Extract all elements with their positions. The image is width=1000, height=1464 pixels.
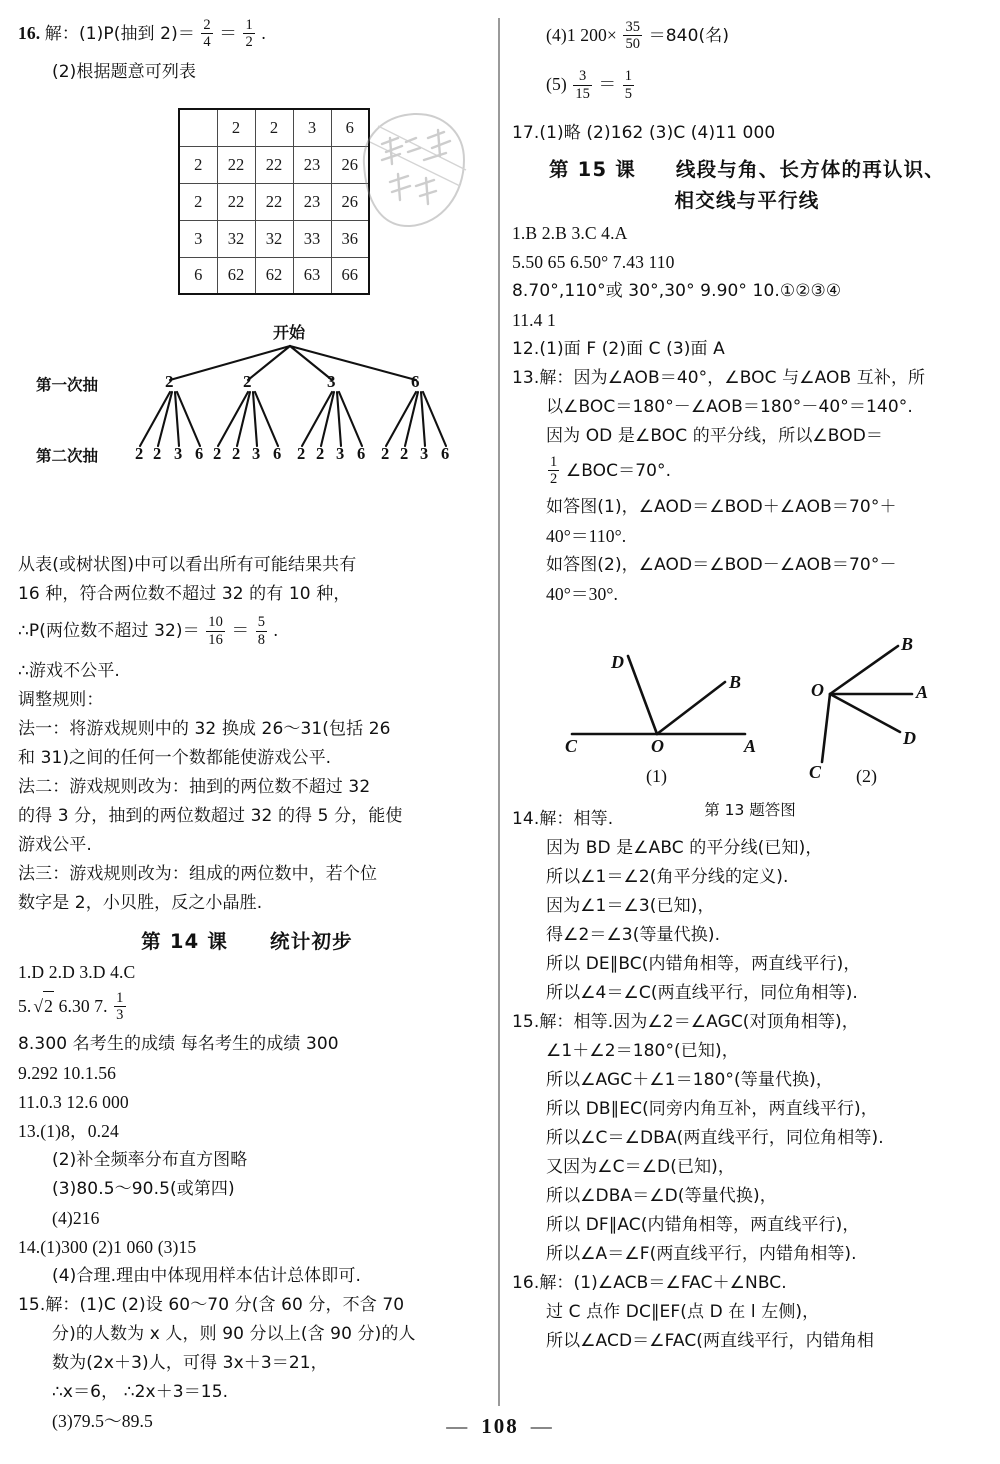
l15-q15-line: 15.解：相等.因为∠2＝∠AGC(对顶角相等)，: [512, 1012, 859, 1033]
table-cell: 23: [293, 183, 331, 220]
problem-13-figure-caption: 第 13 题答图: [704, 801, 796, 819]
page-number: 108: [481, 1414, 519, 1438]
table-row: [179, 220, 369, 257]
l15-q14-line: 所以 DE∥BC(内错角相等，两直线平行)，: [546, 954, 861, 975]
l15-q15-line: 又因为∠C＝∠D(已知)，: [546, 1157, 736, 1178]
tree-root-label: 开始: [273, 323, 306, 342]
table-row: [179, 109, 369, 146]
tree-leaf: 6: [273, 444, 282, 463]
tree-level1-node: 6: [411, 372, 420, 391]
l15-q13-line: 13.解：因为∠AOB＝40°，∠BOC 与∠AOB 互补，所: [512, 367, 926, 388]
table-cell: 32: [255, 220, 293, 257]
problem-16-number: 16.: [18, 22, 41, 43]
table-cell: 22: [255, 146, 293, 183]
tree-leaf: 6: [441, 444, 450, 463]
fig2-label-O: O: [811, 680, 824, 700]
fraction-1-2: $\frac{1}{2}$: [245, 17, 253, 51]
column-divider: [498, 18, 500, 1406]
l15-q14-line: 14.解：相等.: [512, 809, 614, 830]
l14-q15-line: 数为(2x＋3)人，可得 3x＋3＝21，: [52, 1352, 328, 1373]
conclusion-unfair: ∴游戏不公平.: [18, 660, 120, 681]
outcomes-table: [178, 108, 370, 295]
table-cell: 6: [331, 109, 369, 146]
part4-prefix: (4)1 200×: [546, 24, 617, 45]
fraction-1-3: $\frac{1}{3}$: [116, 990, 124, 1024]
fig2-label-B: B: [901, 634, 914, 654]
table-cell: [179, 109, 217, 146]
outcomes-table-wrapper: [178, 108, 370, 295]
fig1-label-C: C: [565, 736, 578, 756]
l14-q13-line: 13.(1)8，0.24: [18, 1120, 119, 1141]
sqrt-icon: √2: [31, 991, 54, 1021]
tree-level1-node: 2: [243, 372, 252, 391]
fig1-label-O: O: [651, 736, 664, 756]
l14-q15-line: 15.解：(1)C (2)设 60～70 分(含 60 分，不含 70: [18, 1294, 405, 1315]
table-cell: 62: [255, 257, 293, 294]
equals-sign-2: ＝: [231, 620, 250, 641]
method-line: 和 31)之间的任何一个数都能使游戏公平.: [18, 747, 332, 768]
fraction-10-16: $\frac{10}{16}$: [208, 614, 223, 648]
method-line: 法三：游戏规则改为：组成的两位数中，若个位: [18, 863, 378, 884]
tree-leaf: 3: [252, 444, 261, 463]
continued-part-4: [512, 20, 982, 53]
tree-leaf: 6: [195, 444, 204, 463]
fig1-label-D: D: [611, 652, 624, 672]
tree-leaf: 3: [174, 444, 183, 463]
q6-q7-label: 6.30 7.: [58, 995, 108, 1016]
fig2-caption: (2): [856, 766, 877, 786]
table-cell: 22: [217, 146, 255, 183]
tree-leaf: 6: [357, 444, 366, 463]
l14-answer-row-1: 1.D 2.D 3.D 4.C: [18, 961, 136, 982]
l14-q15-line: 分)的人数为 x 人，则 90 分以上(含 90 分)的人: [52, 1323, 416, 1344]
lesson-14-prefix: 第 14 课: [141, 929, 229, 953]
tree-explanation-line-1: 从表(或树状图)中可以看出所有可能结果共有: [18, 555, 357, 576]
method-line: 的得 3 分，抽到的两位数超过 32 的得 5 分，能使: [18, 805, 403, 826]
l15-answer-row-4: 11.4 1: [512, 309, 556, 330]
problem-13-figures: [520, 632, 980, 817]
l15-q14-line: 因为∠1＝∠3(已知)，: [546, 896, 715, 917]
l15-answer-row-3: 8.70°,110°或 30°,30° 9.90° 10.①②③④: [512, 280, 842, 301]
l15-q16-line: 过 C 点作 DC∥EF(点 D 在 l 左侧)，: [546, 1302, 820, 1323]
l15-q15-line: 所以 DF∥AC(内错角相等，两直线平行)，: [546, 1215, 860, 1236]
l15-q13-line: 40°＝30°.: [546, 584, 619, 605]
lesson-15-heading: [512, 154, 982, 216]
fig1-label-A: A: [744, 736, 757, 756]
l15-q13-line: 因为 OD 是∠BOC 的平分线，所以∠BOD＝: [546, 425, 884, 446]
l14-q13-line: (3)80.5～90.5(或第四): [52, 1178, 235, 1199]
lesson-14-heading: [18, 926, 476, 954]
l15-q14-line: 所以∠4＝∠C(两直线平行，同位角相等).: [546, 983, 858, 1004]
footer-dash-left: —: [446, 1414, 470, 1438]
l15-q14-line: 因为 BD 是∠ABC 的平分线(已知)，: [546, 838, 823, 859]
method-line: 法二：游戏规则改为：抽到的两位数不超过 32: [18, 776, 371, 797]
fraction-5-8: $\frac{5}{8}$: [257, 614, 266, 648]
table-cell: 2: [179, 146, 217, 183]
l15-q15-line: 所以 DB∥EC(同旁内角互补，两直线平行)，: [546, 1099, 878, 1120]
fraction-3-15: $\frac{3}{15}$: [575, 68, 591, 102]
l15-q13-line: 40°＝110°.: [546, 526, 627, 547]
problem-16-heading: [18, 18, 476, 51]
tree-leaf: 2: [316, 444, 325, 463]
l14-q14-line: (4)合理.理由中体现用样本估计总体即可.: [52, 1265, 361, 1286]
tree-leaf: 2: [381, 444, 390, 463]
tree-row-label-second-draw: 第二次抽: [36, 447, 99, 465]
tree-leaf: 2: [297, 444, 306, 463]
part5-prefix: (5): [546, 74, 567, 95]
footer-dash-right: —: [530, 1414, 554, 1438]
q5-label: 5.: [18, 995, 32, 1016]
method-line: 法一：将游戏规则中的 32 换成 26～31(包括 26: [18, 718, 391, 739]
l14-q14-line: 14.(1)300 (2)1 060 (3)15: [18, 1236, 197, 1257]
tree-leaf: 2: [213, 444, 222, 463]
l15-q13-line: 如答图(1)，∠AOD＝∠BOD＋∠AOB＝70°＋: [546, 497, 897, 518]
l15-q15-line: 所以∠C＝∠DBA(两直线平行，同位角相等).: [546, 1128, 884, 1149]
table-cell: 66: [331, 257, 369, 294]
adjust-rules-heading: 调整规则：: [18, 689, 104, 710]
table-cell: 22: [217, 183, 255, 220]
table-cell: 3: [179, 220, 217, 257]
l15-q15-line: 所以∠A＝∠F(两直线平行，内错角相等).: [546, 1244, 857, 1265]
problem-17-answers: 17.(1)略 (2)162 (3)C (4)11 000: [512, 122, 776, 143]
table-row: [179, 257, 369, 294]
equals-sign: ＝: [219, 22, 237, 43]
table-cell: 22: [255, 183, 293, 220]
fig2-label-D: D: [903, 728, 916, 748]
table-cell: 2: [217, 109, 255, 146]
table-cell: 33: [293, 220, 331, 257]
tree-level1-node: 3: [327, 372, 336, 391]
table-cell: 3: [293, 109, 331, 146]
table-cell: 2: [179, 183, 217, 220]
fig1-caption: (1): [646, 766, 667, 786]
period-2: .: [273, 620, 279, 641]
fraction-35-50: $\frac{35}{50}$: [625, 19, 641, 53]
fraction-1-5: $\frac{1}{5}$: [624, 68, 633, 102]
table-cell: 26: [331, 146, 369, 183]
continued-part-5: [512, 69, 982, 102]
l15-q13-frac-rest: ∠BOC＝70°.: [565, 460, 672, 481]
l15-q13-line: 以∠BOC＝180°－∠AOB＝180°－40°＝140°.: [546, 396, 913, 417]
l15-q14-line: 所以∠1＝∠2(角平分线的定义).: [546, 867, 789, 888]
l14-answer-row-4: 9.292 10.1.56: [18, 1062, 117, 1083]
page-footer: [0, 1414, 1000, 1439]
tree-explanation-line-2: 16 种，符合两位数不超过 32 的有 10 种，: [18, 584, 351, 605]
tree-row-label-first-draw: 第一次抽: [36, 376, 99, 394]
tree-leaf: 2: [232, 444, 241, 463]
fig2-label-C: C: [809, 762, 822, 782]
l15-answer-row-5: 12.(1)面 F (2)面 C (3)面 A: [512, 338, 725, 359]
table-cell: 6: [179, 257, 217, 294]
tree-leaf: 2: [135, 444, 144, 463]
l15-q16-line: 16.解：(1)∠ACB＝∠FAC＋∠NBC.: [512, 1273, 787, 1294]
l15-answer-row-1: 1.B 2.B 3.C 4.A: [512, 222, 628, 243]
table-cell: 2: [255, 109, 293, 146]
fig2-label-A: A: [916, 682, 929, 702]
table-cell: 63: [293, 257, 331, 294]
l14-answer-row-2: [18, 991, 476, 1025]
sqrt-radicand: 2: [43, 991, 54, 1021]
fraction-1-2-b: $\frac{1}{2}$: [550, 453, 558, 488]
table-cell: 32: [217, 220, 255, 257]
probability-prefix: ∴P(两位数不超过 32)＝: [18, 621, 200, 642]
tree-leaf: 2: [153, 444, 162, 463]
part4-suffix: ＝840(名): [648, 25, 730, 46]
tree-level1-node: 2: [165, 372, 174, 391]
tree-leaf: 3: [420, 444, 429, 463]
fraction-2-4: $\frac{2}{4}$: [203, 17, 211, 51]
l15-q14-line: 得∠2＝∠3(等量代换).: [546, 925, 721, 946]
table-cell: 26: [331, 183, 369, 220]
l15-q13-line: 如答图(2)，∠AOD＝∠BOD－∠AOB＝70°－: [546, 555, 897, 576]
method-line: 游戏公平.: [18, 834, 92, 855]
l14-q15-line: (3)79.5～89.5: [52, 1410, 153, 1431]
lesson-15-name-1: 线段与角、长方体的再认识、: [675, 157, 946, 181]
equals-sign-3: ＝: [598, 74, 617, 95]
lesson-14-name: 统计初步: [270, 929, 353, 953]
l15-answer-row-2: 5.50 65 6.50° 7.43 110: [512, 251, 675, 272]
table-cell: 62: [217, 257, 255, 294]
tree-leaf: 2: [400, 444, 409, 463]
lesson-15-line-2: 相交线与平行线: [674, 188, 820, 212]
method-line: 数字是 2，小贝胜，反之小晶胜.: [18, 892, 263, 913]
l14-q13-line: (4)216: [52, 1207, 100, 1228]
problem-16-text: 解：(1)P(抽到 2)＝: [44, 23, 195, 44]
lesson-15-prefix: 第 15 课: [548, 157, 636, 181]
table-row: [179, 146, 369, 183]
tree-diagram: [36, 318, 484, 478]
l15-q13-frac-line: [512, 455, 982, 488]
fig1-label-B: B: [729, 672, 742, 692]
l15-q15-line: ∠1＋∠2＝180°(已知)，: [546, 1041, 739, 1062]
l14-answer-row-5: 11.0.3 12.6 000: [18, 1091, 129, 1112]
lesson-15-line-1: [512, 154, 982, 185]
tree-leaf: 3: [336, 444, 345, 463]
l15-q15-line: 所以∠DBA＝∠D(等量代换)，: [546, 1186, 777, 1207]
l15-q15-line: 所以∠AGC＋∠1＝180°(等量代换)，: [546, 1070, 833, 1091]
table-row: [179, 183, 369, 220]
table-cell: 23: [293, 146, 331, 183]
period: .: [261, 22, 266, 43]
l14-answer-row-3: 8.300 名考生的成绩 每名考生的成绩 300: [18, 1033, 339, 1054]
l15-q16-line: 所以∠ACD＝∠FAC(两直线平行，内错角相: [546, 1331, 875, 1352]
probability-result-line: [18, 615, 476, 648]
problem-16-part2: (2)根据题意可列表: [52, 62, 197, 83]
l14-q15-line: ∴x＝6， ∴2x＋3＝15.: [52, 1381, 229, 1402]
table-cell: 36: [331, 220, 369, 257]
l14-q13-line: (2)补全频率分布直方图略: [52, 1149, 248, 1170]
